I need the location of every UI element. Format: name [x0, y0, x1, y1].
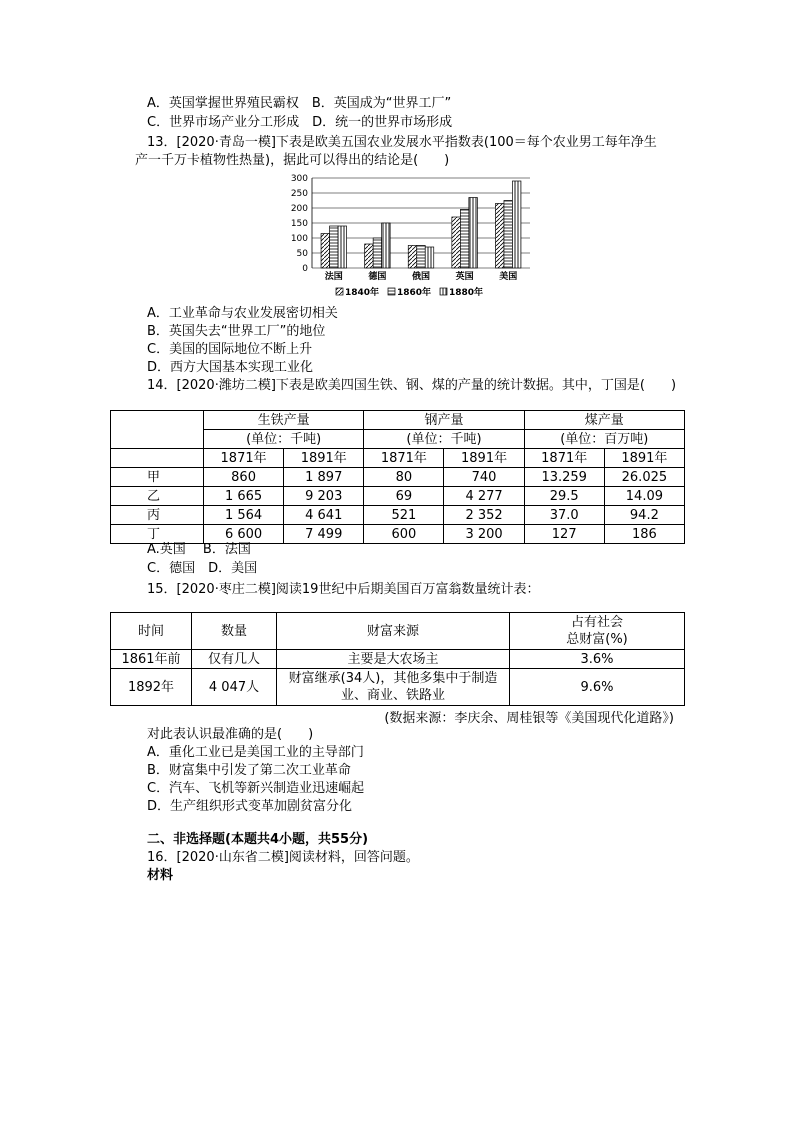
cell: 127: [524, 525, 604, 544]
q14-year-cell: 1891年: [604, 449, 684, 468]
cell: 37.0: [524, 506, 604, 525]
cell: 主要是大农场主: [277, 650, 510, 669]
legend-label: 1840年: [345, 288, 380, 298]
row-label: 甲: [111, 468, 204, 487]
bar: [460, 210, 469, 269]
cell: 仅有几人: [192, 650, 277, 669]
cell: 69: [364, 487, 444, 506]
cell: 860: [204, 468, 284, 487]
q12-options-cd: C．世界市场产业分工形成 D．统一的世界市场形成: [147, 115, 453, 130]
legend-swatch: [388, 288, 395, 295]
q14-year-cell: 1891年: [444, 449, 524, 468]
q15-source-line1: 财富继承(34人)，其他多集中于制造: [288, 671, 498, 686]
q13-option-c: C．美国的国际地位不断上升: [147, 342, 313, 357]
q14-options-cd: C．德国 D．美国: [147, 561, 258, 576]
q16-stem: 16．[2020·山东省二模]阅读材料，回答问题。: [147, 850, 419, 865]
bar: [373, 238, 382, 268]
q14-unit-coal: (单位：百万吨): [524, 430, 684, 449]
q15-data-source: (数据来源：李庆余、周桂银等《美国现代化道路》): [384, 711, 674, 726]
cell: 26.025: [604, 468, 684, 487]
bar: [382, 223, 391, 268]
cell: 521: [364, 506, 444, 525]
cell: 14.09: [604, 487, 684, 506]
q15-option-a: A．重化工业已是美国工业的主导部门: [147, 745, 364, 760]
q14-table: [110, 410, 685, 544]
cell: 29.5: [524, 487, 604, 506]
cell: 1892年: [111, 669, 192, 706]
q15-header-share: [510, 613, 685, 650]
cell: 1861年前: [111, 650, 192, 669]
bar: [469, 198, 478, 269]
q15-header-count: 数量: [192, 613, 277, 650]
bar: [452, 217, 461, 268]
y-tick-label: 150: [290, 219, 308, 229]
chart-y-axis: [291, 174, 312, 274]
x-tick-label: 美国: [499, 272, 518, 282]
cell: 4 641: [284, 506, 364, 525]
cell: 80: [364, 468, 444, 487]
q14-options-ab: A.英国 B．法国: [147, 542, 251, 557]
q15-option-d: D．生产组织形式变革加剧贫富分化: [147, 799, 353, 814]
cell: 4 047人: [192, 669, 277, 706]
q13-bar-chart: [280, 170, 540, 305]
table-row: [111, 468, 685, 487]
q14-header-steel: 钢产量: [364, 411, 524, 430]
q15-option-c: C．汽车、飞机等新兴制造业迅速崛起: [147, 781, 365, 796]
q15-source-line2: 业、商业、铁路业: [340, 688, 445, 703]
cell: 13.259: [524, 468, 604, 487]
q14-year-cell: 1871年: [524, 449, 604, 468]
x-tick-label: 俄国: [411, 272, 431, 282]
y-tick-label: 200: [290, 204, 308, 214]
q13-option-a: A．工业革命与农业发展密切相关: [147, 306, 338, 321]
y-tick-label: 300: [290, 174, 308, 184]
legend-swatch: [336, 288, 343, 295]
cell: 3.6%: [510, 650, 685, 669]
table-row: [111, 650, 685, 669]
q13-stem-line1: 13．[2020·青岛一模]下表是欧美五国农业发展水平指数表(100＝每个农业男工每年净生: [147, 135, 657, 150]
cell: 94.2: [604, 506, 684, 525]
cell: 1 665: [204, 487, 284, 506]
q14-stem: 14．[2020·潍坊二模]下表是欧美四国生铁、钢、煤的产量的统计数据。其中，丁国是( ): [147, 378, 677, 393]
y-tick-label: 0: [302, 264, 308, 274]
row-label: 乙: [111, 487, 204, 506]
legend-label: 1880年: [449, 288, 484, 298]
q15-table: [110, 612, 685, 706]
q15-header-share-line1: 占有社会: [570, 615, 623, 630]
bar: [330, 226, 339, 268]
q15-header-time: 时间: [111, 613, 192, 650]
cell: 4 277: [444, 487, 524, 506]
q14-header-coal: 煤产量: [524, 411, 684, 430]
cell: 3 200: [444, 525, 524, 544]
part2-heading: 二、非选择题(本题共4小题，共55分): [147, 832, 369, 847]
q15-stem: 15．[2020·枣庄二模]阅读19世纪中后期美国百万富翁数量统计表：: [147, 582, 540, 597]
cell: 9 203: [284, 487, 364, 506]
cell: 600: [364, 525, 444, 544]
chart-bars: [321, 181, 521, 268]
bar: [504, 201, 513, 269]
q14-unit-iron: (单位：千吨): [204, 430, 364, 449]
cell: 740: [444, 468, 524, 487]
bar: [365, 244, 374, 268]
bar: [512, 181, 521, 268]
q14-header-iron: 生铁产量: [204, 411, 364, 430]
x-tick-label: 英国: [455, 272, 474, 282]
q15-header-source: 财富来源: [277, 613, 510, 650]
q15-option-b: B．财富集中引发了第二次工业革命: [147, 763, 351, 778]
legend-swatch: [440, 288, 447, 295]
bar: [417, 246, 426, 269]
cell: 1 897: [284, 468, 364, 487]
cell: 6 600: [204, 525, 284, 544]
bar: [408, 246, 417, 269]
q13-stem-line2: 产一千万卡植物性热量)，据此可以得出的结论是( ): [135, 153, 450, 168]
q14-year-cell: 1891年: [284, 449, 364, 468]
q13-option-b: B．英国失去“世界工厂”的地位: [147, 324, 326, 339]
q14-year-cell: 1871年: [364, 449, 444, 468]
table-row: [111, 506, 685, 525]
cell: 186: [604, 525, 684, 544]
q14-unit-steel: (单位：千吨): [364, 430, 524, 449]
chart-x-axis: [325, 270, 517, 282]
cell: 1 564: [204, 506, 284, 525]
q16-material-label: 材料: [147, 868, 174, 883]
bar: [495, 204, 504, 269]
q12-options-ab: A．英国掌握世界殖民霸权 B．英国成为“世界工厂”: [147, 96, 452, 111]
x-tick-label: 法国: [324, 272, 343, 282]
q14-empty-cell: [111, 449, 204, 468]
x-tick-label: 德国: [368, 272, 387, 282]
cell: 2 352: [444, 506, 524, 525]
row-label: 丙: [111, 506, 204, 525]
chart-legend: [336, 286, 483, 298]
cell: [277, 669, 510, 706]
cell: 9.6%: [510, 669, 685, 706]
bar: [338, 226, 347, 268]
cell: 7 499: [284, 525, 364, 544]
bar: [425, 247, 434, 268]
q13-option-d: D．西方大国基本实现工业化: [147, 360, 314, 375]
y-tick-label: 250: [290, 189, 308, 199]
bar: [321, 234, 330, 269]
y-tick-label: 100: [290, 234, 308, 244]
legend-label: 1860年: [397, 288, 432, 298]
q15-question: 对此表认识最准确的是( ): [147, 727, 314, 742]
q14-corner-cell: [111, 411, 204, 449]
table-row: [111, 487, 685, 506]
y-tick-label: 50: [296, 249, 308, 259]
q14-year-cell: 1871年: [204, 449, 284, 468]
row-label: 丁: [111, 525, 204, 544]
table-row: [111, 669, 685, 706]
q15-header-share-line2: 总财富(%): [566, 632, 628, 647]
